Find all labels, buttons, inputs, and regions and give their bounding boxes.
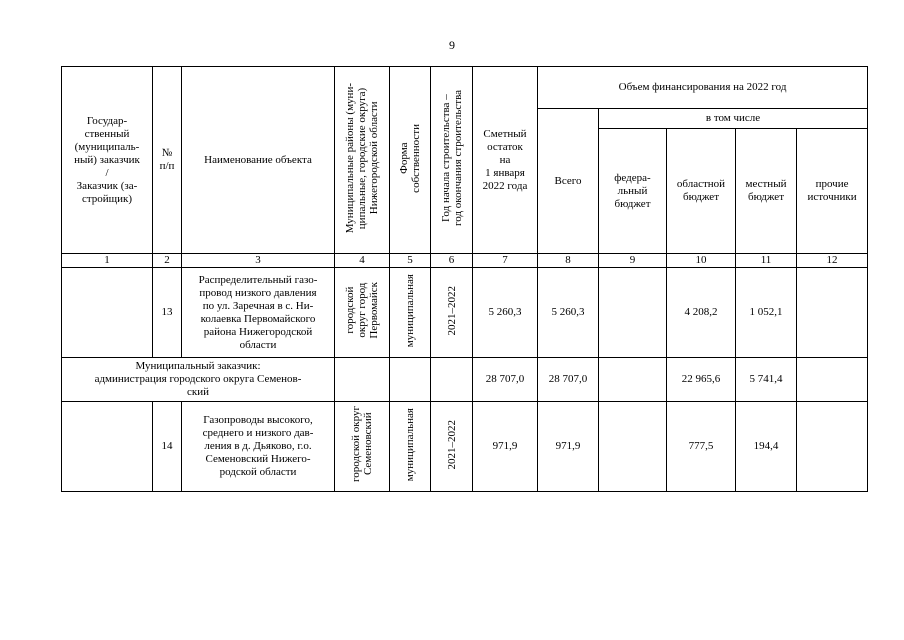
cell-local: 5 741,4 bbox=[736, 358, 797, 402]
cell-total: 971,9 bbox=[538, 402, 599, 492]
header-ownership bbox=[390, 67, 431, 254]
cell-ownership-text: муниципальная bbox=[404, 407, 416, 482]
cell-years bbox=[431, 268, 473, 358]
cell-customer-summary: Муниципальный заказчик: администрация городского округа Семенов- ский bbox=[62, 358, 335, 402]
header-years bbox=[431, 67, 473, 254]
header-including: в том числе bbox=[599, 109, 868, 129]
header-municipalities bbox=[335, 67, 390, 254]
column-numbers-row bbox=[62, 254, 868, 268]
cell-federal bbox=[599, 358, 667, 402]
header-ownership-text: Форма собственности bbox=[398, 123, 422, 193]
column-number: 10 bbox=[667, 254, 736, 268]
cell-years bbox=[431, 402, 473, 492]
cell-empty bbox=[390, 358, 431, 402]
column-number: 6 bbox=[431, 254, 473, 268]
cell-federal bbox=[599, 268, 667, 358]
page-number: 9 bbox=[449, 38, 455, 52]
cell-municipality-text: городской округ Семеновский bbox=[350, 406, 374, 483]
cell-other bbox=[797, 358, 868, 402]
cell-municipality bbox=[335, 268, 390, 358]
cell-ownership bbox=[390, 268, 431, 358]
header-other: прочие источники bbox=[797, 129, 868, 254]
financing-table bbox=[61, 66, 868, 492]
cell-total: 5 260,3 bbox=[538, 268, 599, 358]
cell-estimate-balance: 971,9 bbox=[473, 402, 538, 492]
cell-object-name: Распределительный газо- провод низкого давления по ул. Заречная в с. Ни- колаевка Первомайского района Нижегородской области bbox=[182, 268, 335, 358]
cell-years-text: 2021–2022 bbox=[445, 419, 458, 470]
header-municipalities-text: Муниципальные районы (муни- ципальные, городские округа) Нижегородской области bbox=[344, 82, 380, 234]
header-local: местный бюджет bbox=[736, 129, 797, 254]
header-estimate-balance: Сметный остаток на 1 января 2022 года bbox=[473, 67, 538, 254]
cell-num: 14 bbox=[153, 402, 182, 492]
cell-regional: 22 965,6 bbox=[667, 358, 736, 402]
column-number: 11 bbox=[736, 254, 797, 268]
cell-years-text: 2021–2022 bbox=[445, 285, 458, 336]
cell-regional: 777,5 bbox=[667, 402, 736, 492]
cell-object-name: Газопроводы высокого, среднего и низкого дав- ления в д. Дьяково, г.о. Семеновский Нижего- родской области bbox=[182, 402, 335, 492]
header-total: Всего bbox=[538, 109, 599, 254]
cell-estimate-balance: 28 707,0 bbox=[473, 358, 538, 402]
column-number: 2 bbox=[153, 254, 182, 268]
summary-row bbox=[62, 358, 868, 402]
column-number: 3 bbox=[182, 254, 335, 268]
cell-empty bbox=[431, 358, 473, 402]
cell-other bbox=[797, 268, 868, 358]
column-number: 5 bbox=[390, 254, 431, 268]
header-regional: областной бюджет bbox=[667, 129, 736, 254]
cell-empty bbox=[335, 358, 390, 402]
cell-federal bbox=[599, 402, 667, 492]
column-number: 12 bbox=[797, 254, 868, 268]
header-years-text: Год начала строительства – год окончания строительства bbox=[439, 90, 464, 226]
cell-local: 194,4 bbox=[736, 402, 797, 492]
column-number: 9 bbox=[599, 254, 667, 268]
header-funding-volume: Объем финансирования на 2022 год bbox=[538, 67, 868, 109]
cell-local: 1 052,1 bbox=[736, 268, 797, 358]
header-object-name: Наименование объекта bbox=[182, 67, 335, 254]
cell-ownership bbox=[390, 402, 431, 492]
header-federal: федера- льный бюджет bbox=[599, 129, 667, 254]
cell-ownership-text: муниципальная bbox=[404, 273, 416, 348]
header-customer: Государ- ственный (муниципаль- ный) заказчик / Заказчик (за- стройщик) bbox=[62, 67, 153, 254]
cell-num: 13 bbox=[153, 268, 182, 358]
column-number: 1 bbox=[62, 254, 153, 268]
cell-municipality bbox=[335, 402, 390, 492]
cell-other bbox=[797, 402, 868, 492]
cell-customer bbox=[62, 402, 153, 492]
column-number: 7 bbox=[473, 254, 538, 268]
cell-municipality-text: городской округ город Первомайск bbox=[344, 282, 380, 339]
column-number: 4 bbox=[335, 254, 390, 268]
header-num: № п/п bbox=[153, 67, 182, 254]
cell-estimate-balance: 5 260,3 bbox=[473, 268, 538, 358]
cell-regional: 4 208,2 bbox=[667, 268, 736, 358]
column-number: 8 bbox=[538, 254, 599, 268]
cell-customer bbox=[62, 268, 153, 358]
table-row bbox=[62, 268, 868, 358]
table-row bbox=[62, 402, 868, 492]
cell-total: 28 707,0 bbox=[538, 358, 599, 402]
